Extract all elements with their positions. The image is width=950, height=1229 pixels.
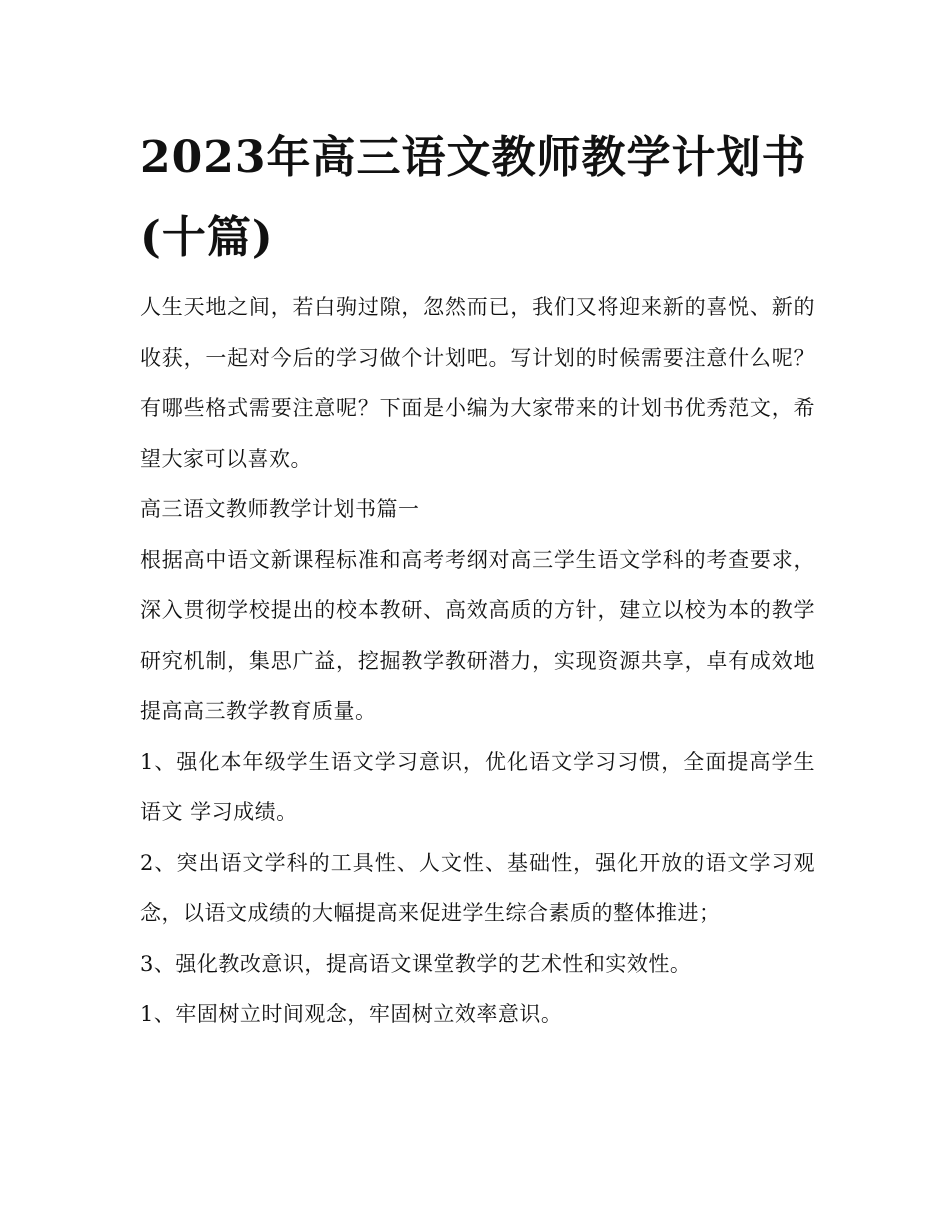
list-item: 2、突出语文学科的工具性、人文性、基础性，强化开放的语文学习观念，以语文成绩的大幅提高来促进学生综合素质的整体推进； [140, 850, 815, 925]
body-paragraph: 根据高中语文新课程标准和高考考纲对高三学生语文学科的考查要求，深入贯彻学校提出的校本教研、高效高质的方针，建立以校为本的教学研究机制，集思广益，挖掘教学教研潜力，实现资源共享，卓有成效地提高高三教学教育质量。 [140, 547, 815, 723]
document-page [140, 118, 815, 1040]
document-title: 2023年高三语文教师教学计划书(十篇) [140, 132, 807, 263]
intro-paragraph: 人生天地之间，若白驹过隙，忽然而已，我们又将迎来新的喜悦、新的收获，一起对今后的学习做个计划吧。写计划的时候需要注意什么呢？有哪些格式需要注意呢？下面是小编为大家带来的计划书优秀范文，希望大家可以喜欢。 [140, 295, 815, 471]
list-item: 1、牢固树立时间观念，牢固树立效率意识。 [140, 1002, 563, 1026]
section-heading: 高三语文教师教学计划书篇一 [140, 497, 420, 521]
list-item: 1、强化本年级学生语文学习意识，优化语文学习习惯，全面提高学生语文 学习成绩。 [140, 749, 815, 824]
list-item: 3、强化教改意识，提高语文课堂教学的艺术性和实效性。 [140, 951, 692, 976]
